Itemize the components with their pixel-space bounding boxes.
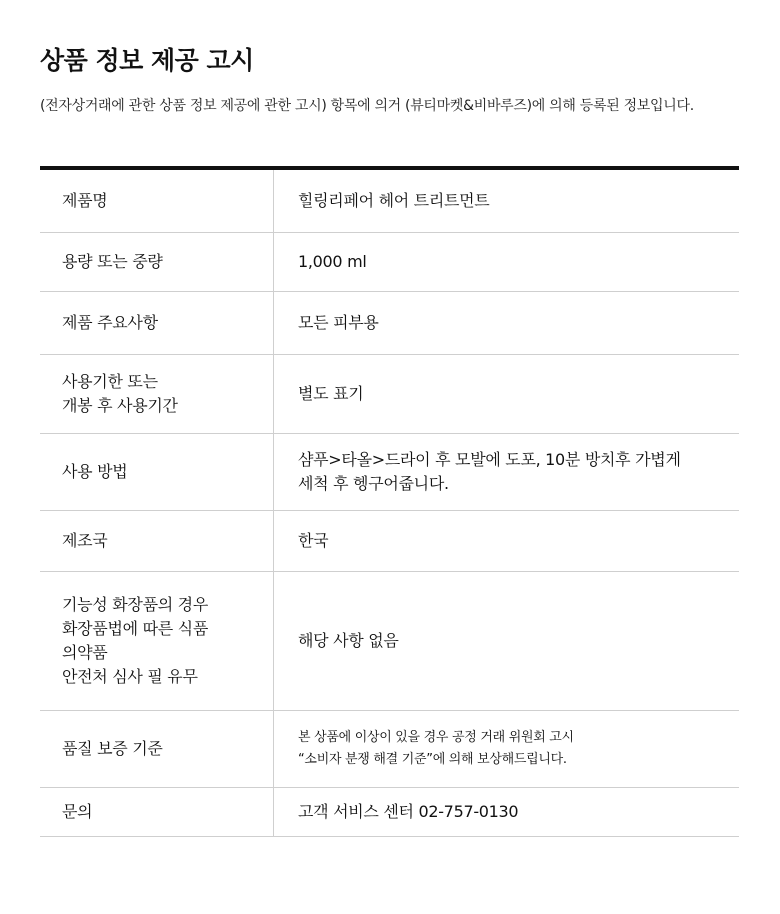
table-row (40, 292, 739, 355)
table-row (40, 511, 739, 572)
table-row (40, 788, 739, 837)
intro-text: (전자상거래에 관한 상품 정보 제공에 관한 고시) 항목에 의거 (뷰티마켓&비바루즈)에 의해 등록된 정보입니다. (40, 98, 694, 114)
page-title: 상품 정보 제공 고시 (40, 46, 254, 75)
row-value-usage: 샴푸>타올>드라이 후 모발에 도포, 10분 방치후 가볍게 세척 후 헹구어줍니다. (274, 434, 740, 511)
row-value-product-name: 힐링리페어 헤어 트리트먼트 (274, 168, 740, 233)
table-row (40, 233, 739, 292)
row-label-key-features: 제품 주요사항 (40, 292, 274, 355)
row-value-inquiry: 고객 서비스 센터 02-757-0130 (274, 788, 740, 837)
row-value-quality-standard: 본 상품에 이상이 있을 경우 공정 거래 위원회 고시 “소비자 분쟁 해결 기준”에 의해 보상해드립니다. (274, 711, 740, 788)
row-label-usage: 사용 방법 (40, 434, 274, 511)
row-value-country: 한국 (274, 511, 740, 572)
table-row (40, 572, 739, 711)
row-value-volume: 1,000 ml (274, 233, 740, 292)
product-info-table (40, 166, 739, 837)
row-label-volume: 용량 또는 중량 (40, 233, 274, 292)
row-value-functional-cosmetics: 해당 사항 없음 (274, 572, 740, 711)
row-label-inquiry: 문의 (40, 788, 274, 837)
table-row (40, 355, 739, 434)
row-label-product-name: 제품명 (40, 168, 274, 233)
row-label-country: 제조국 (40, 511, 274, 572)
table-row (40, 168, 739, 233)
row-value-expiry: 별도 표기 (274, 355, 740, 434)
row-label-functional-cosmetics: 기능성 화장품의 경우 화장품법에 따른 식품 의약품 안전처 심사 필 유무 (40, 572, 274, 711)
table-row (40, 711, 739, 788)
row-label-quality-standard: 품질 보증 기준 (40, 711, 274, 788)
table-row (40, 434, 739, 511)
row-value-key-features: 모든 피부용 (274, 292, 740, 355)
row-label-expiry: 사용기한 또는 개봉 후 사용기간 (40, 355, 274, 434)
